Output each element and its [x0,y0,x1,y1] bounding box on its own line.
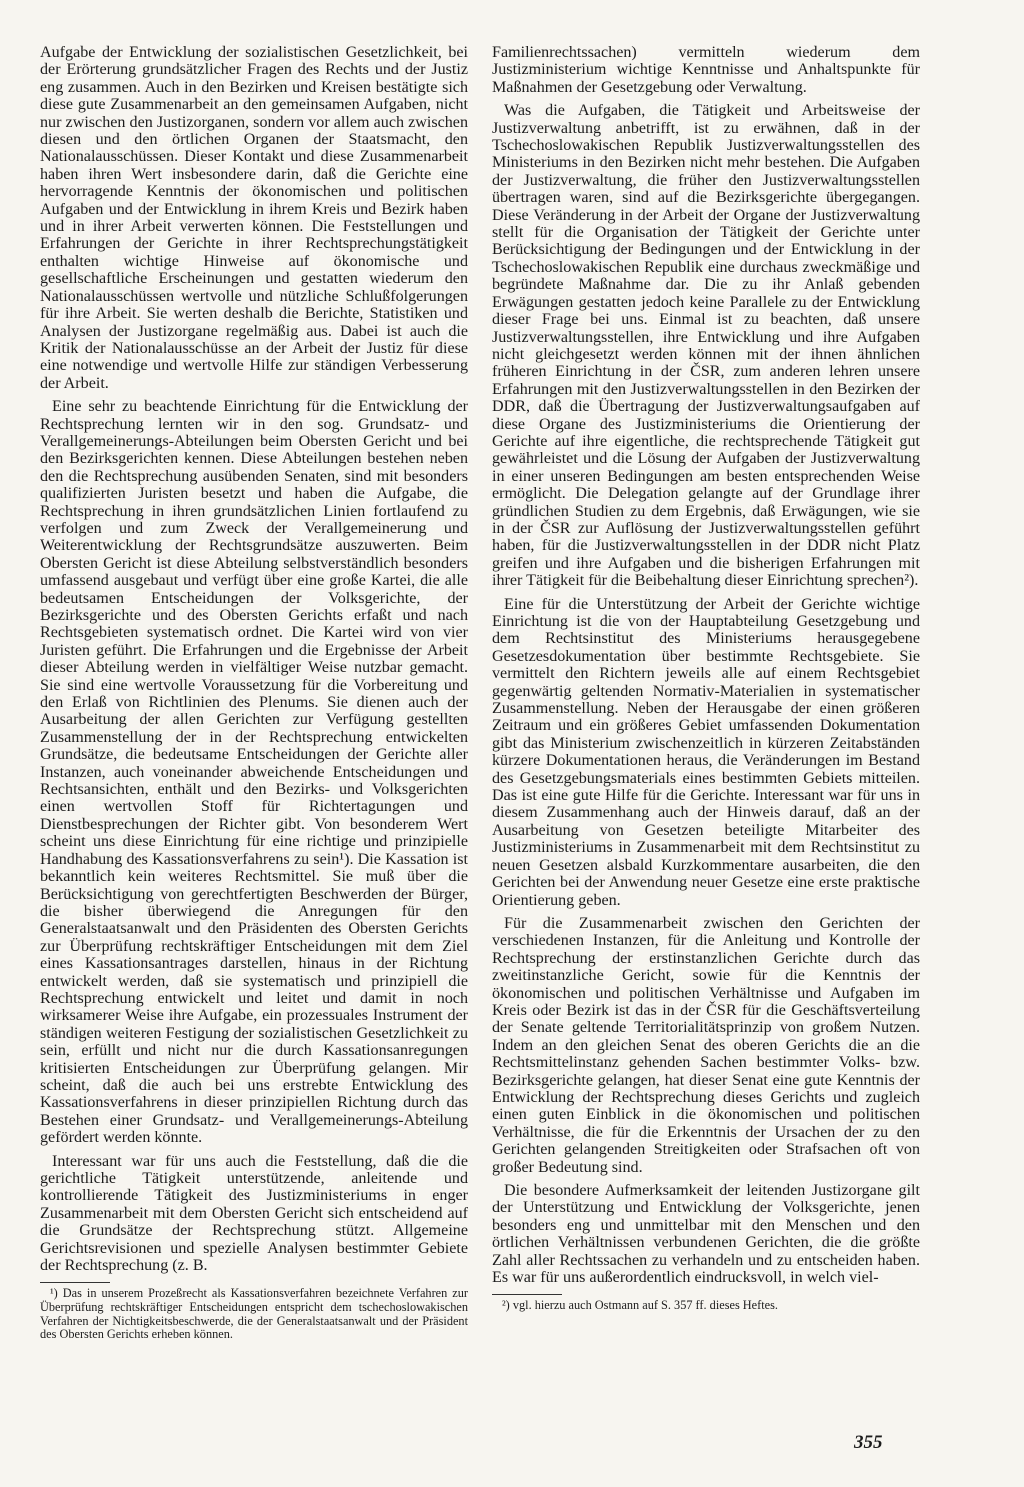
footnote-divider [492,1294,562,1295]
left-column [40,44,468,1342]
footnote-divider [40,1282,110,1283]
document-page [40,44,920,1444]
paragraph: Aufgabe der Entwicklung der sozialistischen Gesetzlichkeit, bei der Erörterung grundsätzlicher Fragen des Rechts und der Justiz eng zusammen. Auch in den Bezirken und Kreisen bestätigte sich diese gute Zusammenarbeit an den gemeinsamen Aufgaben, nicht nur zwischen den Justizorganen, sondern vor allem auch zwischen diesen und den örtlichen Organen der Staatsmacht, den Nationalausschüssen. Dieser Kontakt und diese Zusammenarbeit haben ihren Wert insbesondere darin, daß die Gerichte eine hervorragende Kenntnis der ökonomischen und politischen Aufgaben und der Entwicklung in ihrem Kreis und Bezirk haben und in ihrer Arbeit verwerten können. Die Feststellungen und Erfahrungen der Gerichte in ihrer Rechtsprechungstätigkeit enthalten wichtige Hinweise auf ökonomische und gesellschaftliche Erscheinungen und gestatten wiederum den Nationalausschüssen wertvolle und nützliche Schlußfolgerungen für ihre Arbeit. Sie werten deshalb die Berichte, Statistiken und Analysen der Justizorgane regelmäßig aus. Dabei ist auch die Kritik der Nationalausschüsse an der Arbeit der Justiz für diese eine notwendige und wertvolle Hilfe zur ständigen Verbesserung der Arbeit. [40,44,468,392]
page-number: 355 [854,1432,883,1453]
paragraph: Für die Zusammenarbeit zwischen den Gerichten der verschiedenen Instanzen, für die Anleitung und Kontrolle der Rechtsprechung der erstinstanzlichen Gerichte durch das zweitinstanzliche Gericht, sowie für die Kenntnis der ökonomischen und politischen Verhältnisse und Aufgaben im Kreis oder Bezirk ist das in der ČSR für die Geschäftsverteilung der Senate geltende Territorialitätsprinzip von großem Nutzen. Indem an den gleichen Senat des oberen Gerichts die an die Rechtsmittelinstanz gehenden Sachen bestimmter Volks- bzw. Bezirksgerichte gelangen, hat dieser Senat eine gute Kenntnis der Entwicklung der Rechtsprechung dieses Gerichts und zugleich einen guten Einblick in die ökonomischen und politischen Verhältnisse, die für die Erkenntnis der Ursachen der zu den Gerichten gelangenden Streitigkeiten oder Strafsachen oft von großer Bedeutung sind. [492,914,920,1176]
paragraph: Eine sehr zu beachtende Einrichtung für die Entwicklung der Rechtsprechung lernten wir in den sog. Grundsatz- und Verallgemeinerungs-Abteilungen beim Obersten Gericht und bei den Bezirksgerichten kennen. Diese Abteilungen bestehen neben den die Rechtsprechung ausübenden Senaten, sind mit besonders qualifizierten Juristen besetzt und haben die Aufgabe, die Rechtsprechung in ihren grundsätzlichen Linien fortlaufend zu verfolgen und zum Zweck der Verallgemeinerung und Weiterentwicklung der Rechtsgrundsätze auszuwerten. Beim Obersten Gericht ist diese Abteilung selbstverständlich besonders umfassend ausgebaut und verfügt über eine große Kartei, die alle bedeutsamen Entscheidungen der Volksgerichte, der Bezirksgerichte und des Obersten Gerichts erfaßt und nach Rechtsgebieten systematisch ordnet. Die Kartei wird von vier Juristen geführt. Die Erfahrungen und die Ergebnisse der Arbeit dieser Abteilung werden in vielfältiger Weise nutzbar gemacht. Sie sind eine wertvolle Voraussetzung für die Vorbereitung und den Erlaß von Richtlinien des Plenums. Sie dienen auch der Ausarbeitung der allen Gerichten zur Verfügung gestellten Zusammenstellung der in der Rechtsprechung entwickelten Grundsätze, die bedeutsame Entscheidungen der Gerichte aller Instanzen, auch voneinander abweichende Entscheidungen und Rechtsansichten, enthält und den Bezirks- und Volksgerichten einen wertvollen Stoff für Richtertagungen und Dienstbesprechungen der Richter gibt. Von besonderem Wert scheint uns diese Einrichtung für eine richtige und prinzipielle Handhabung des Kassationsverfahrens zu sein¹). Die Kassation ist bekanntlich kein weiteres Rechtsmittel. Sie muß über die Berücksichtigung von gerechtfertigten Beschwerden der Bürger, die bisher überwiegend die Anregungen für den Generalstaatsanwalt und den Präsidenten des Obersten Gerichts zur Überprüfung rechtskräftiger Entscheidungen mit dem Ziel eines Kassationsantrages darstellen, hinaus in der Richtung entwickelt werden, daß sie systematisch und prinzipiell die Rechtsprechung entwickelt und leitet und damit in noch wirksamerer Weise ihre Aufgabe, ein prozessuales Instrument der ständigen weiteren Festigung der sozialistischen Gesetzlichkeit zu sein, erfüllt und nicht nur die durch Kassationsanregungen kritisierten Entscheidungen zur Überprüfung gelangen. Mir scheint, daß die auch bei uns erstrebte Entwicklung des Kassationsverfahrens in dieser prinzipiellen Richtung durch das Bestehen einer Grundsatz- und Verallgemeinerungs-Abteilung gefördert werden könnte. [40,398,468,1147]
footnote: ¹) Das in unserem Prozeßrecht als Kassationsverfahren bezeichnete Verfahren zur Überprüfung rechtskräftiger Entscheidungen entspricht dem tschechoslowakischen Verfahren der Nichtigkeitsbeschwerde, die der Generalstaatsanwalt und der Präsident des Obersten Gerichts erheben können. [40,1286,468,1342]
right-column [492,44,920,1313]
footnote: ²) vgl. hierzu auch Ostmann auf S. 357 ff. dieses Heftes. [502,1298,778,1313]
paragraph: Was die Aufgaben, die Tätigkeit und Arbeitsweise der Justizverwaltung anbetrifft, ist zu erwähnen, daß in der Tschechoslowakischen Republik Justizverwaltungsstellen des Ministeriums in den Bezirken nicht mehr bestehen. Die Aufgaben der Justizverwaltung, die früher den Justizverwaltungsstellen übertragen waren, sind auf die Bezirksgerichte übergegangen. Diese Veränderung in der Arbeit der Organe der Justizverwaltung stellt für die Organisation der Tätigkeit der Gerichte unter Berücksichtigung der Bedingungen und der Entwicklung in der Tschechoslowakischen Republik eine durchaus zweckmäßige und begründete Maßnahme dar. Die zu ihr Anlaß gebenden Erwägungen gestatten jedoch keine Parallele zu der Entwicklung dieser Frage bei uns. Einmal ist zu beachten, daß unsere Justizverwaltungsstellen, ihre Entwicklung und ihre Aufgaben nicht gleichgesetzt werden können mit der ihnen ähnlichen früheren Einrichtung in der ČSR, zum anderen lehren unsere Erfahrungen mit den Justizverwaltungsstellen in den Bezirken der DDR, daß die Übertragung der Justizverwaltungsaufgaben auf diese Organe des Justizministeriums die Orientierung der Gerichte auf ihre eigentliche, die rechtsprechende Tätigkeit gut gewährleistet und die Lösung der Aufgaben der Justizverwaltung in einer unseren Bedingungen am besten entsprechenden Weise ermöglicht. Die Delegation gelangte auf der Grundlage ihrer gründlichen Studien zu dem Ergebnis, daß Erwägungen, wie sie in der ČSR zur Auflösung der Justizverwaltungsstellen geführt haben, für die Justizverwaltungsstellen in der DDR nicht Platz greifen und ihre Aufgaben und die bisherigen Erfahrungen mit ihrer Tätigkeit für die Beibehaltung dieser Einrichtung sprechen²). [492,102,920,590]
paragraph: Die besondere Aufmerksamkeit der leitenden Justizorgane gilt der Unterstützung und Entwicklung der Volksgerichte, jenen besonders eng und unmittelbar mit den Menschen und den örtlichen Verhältnissen verbundenen Gerichten, die die größte Zahl aller Rechtssachen zu verhandeln und zu entscheiden haben. Es war für uns außerordentlich eindrucksvoll, in welch viel- [492,1182,920,1287]
paragraph: Interessant war für uns auch die Feststellung, daß die die gerichtliche Tätigkeit unterstützende, anleitende und kontrollierende Tätigkeit des Justizministeriums in enger Zusammenarbeit mit dem Obersten Gericht sich entscheidend auf die Grundsätze der Rechtsprechung stützt. Allgemeine Gerichtsrevisionen und spezielle Analysen bestimmter Gebiete der Rechtsprechung (z. B. [40,1152,468,1275]
paragraph: Eine für die Unterstützung der Arbeit der Gerichte wichtige Einrichtung ist die von der Hauptabteilung Gesetzgebung und dem Rechtsinstitut des Ministeriums herausgegebene Gesetzesdokumentation über bestimmte Rechtsgebiete. Sie vermittelt den Richtern jeweils alle auf einem Rechtsgebiet gegenwärtig geltenden Normativ-Materialien in systematischer Zusammenstellung. Neben der Herausgabe der einen größeren Zeitraum und ein größeres Gebiet umfassenden Dokumentation gibt das Ministerium zwischenzeitlich in kürzeren Zeitabständen kürzere Dokumentationen heraus, die Veränderungen im Bestand des Gesetzgebungsmaterials eines bestimmten Gebiets mitteilen. Das ist eine gute Hilfe für die Gerichte. Interessant war für uns in diesem Zusammenhang auch der Hinweis darauf, daß an der Ausarbeitung von Gesetzen beteiligte Mitarbeiter des Justizministeriums in Zusammenarbeit mit dem Rechtsinstitut zu neuen Gesetzen alsbald Kurzkommentare ausarbeiten, die den Gerichten bei der Anwendung neuer Gesetze eine erste praktische Orientierung geben. [492,595,920,909]
paragraph: Familienrechtssachen) vermitteln wiederum dem Justizministerium wichtige Kenntnisse und Anhaltspunkte für Maßnahmen der Gesetzgebung oder Verwaltung. [492,44,920,96]
